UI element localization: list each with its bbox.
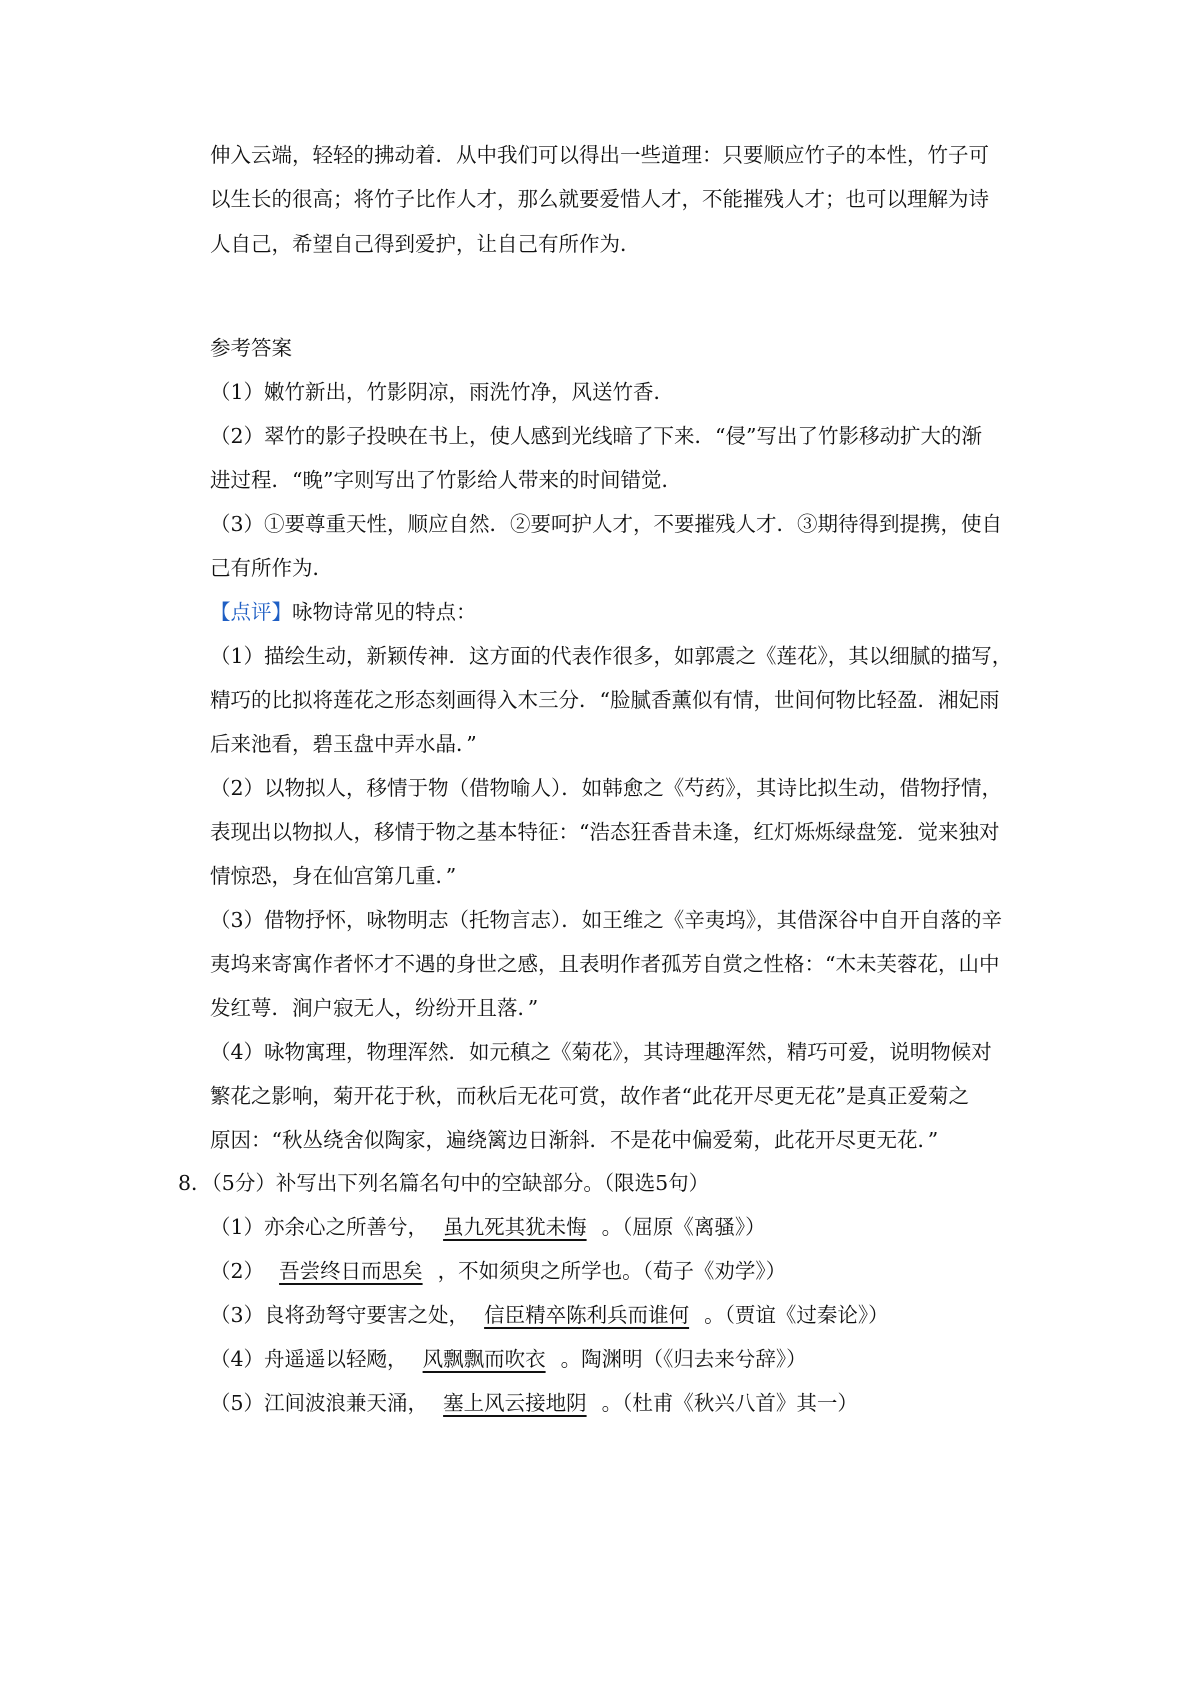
question-line	[178, 1168, 1018, 1198]
item-before: （2）	[210, 1259, 265, 1283]
fill-blank-item	[210, 1212, 1050, 1242]
question-number: 8．	[178, 1171, 212, 1195]
item-before: （4）舟遥遥以轻飏，	[210, 1347, 408, 1371]
blank-answer: 虽九死其犹未悔	[443, 1215, 587, 1239]
answer-blank	[469, 1300, 704, 1330]
answer-blank	[408, 1344, 561, 1374]
intro-line: 以生长的很高；将竹子比作人才，那么就要爱惜人才，不能摧残人才；也可以理解为诗	[210, 187, 989, 211]
feature-line: 原因：“秋丛绕舍似陶家，遍绕篱边日渐斜．不是花中偏爱菊，此花开尽更无花．”	[210, 1128, 939, 1152]
fill-blank-item	[210, 1344, 1050, 1374]
answer-heading: 参考答案	[210, 336, 292, 360]
blank-answer: 风飘飘而吹衣	[422, 1347, 546, 1371]
blank-answer: 信臣精卒陈利兵而谁何	[484, 1303, 690, 1327]
item-after: 。（屈原《离骚》）	[601, 1215, 766, 1239]
fill-blank-item	[210, 1300, 1050, 1330]
item-before: （5）江间波浪兼天涌，	[210, 1391, 429, 1415]
item-before: （3）良将劲弩守要害之处，	[210, 1303, 470, 1327]
feature-line: 繁花之影响，菊开花于秋，而秋后无花可赏，故作者“此花开尽更无花”是真正爱菊之	[210, 1084, 969, 1108]
comment-line	[210, 597, 1050, 627]
intro-line: 伸入云端，轻轻的拂动着．从中我们可以得出一些道理：只要顺应竹子的本性，竹子可	[210, 143, 989, 167]
item-after: 。陶渊明（《归去来兮辞》）	[560, 1347, 807, 1371]
comment-text: 咏物诗常见的特点：	[292, 600, 477, 624]
feature-line: 发红萼．涧户寂无人，纷纷开且落．”	[210, 996, 539, 1020]
answer-line: 己有所作为．	[210, 556, 333, 580]
feature-line: 夷坞来寄寓作者怀才不遇的身世之感，且表明作者孤芳自赏之性格：“木未芙蓉花，山中	[210, 952, 1000, 976]
feature-line: 情惊恐，身在仙宫第几重．”	[210, 864, 457, 888]
item-after: ，不如须臾之所学也。（荀子《劝学》）	[437, 1259, 787, 1283]
item-after: 。（杜甫《秋兴八首》其一）	[601, 1391, 858, 1415]
intro-line: 人自己，希望自己得到爱护，让自己有所作为．	[210, 232, 641, 256]
feature-line: （4）咏物寓理，物理浑然．如元稹之《菊花》，其诗理趣浑然，精巧可爱，说明物候对	[210, 1040, 992, 1064]
fill-blank-item	[210, 1256, 1050, 1286]
feature-line: 后来池看，碧玉盘中弄水晶．”	[210, 732, 477, 756]
answer-line: 进过程．“晚”字则写出了竹影给人带来的时间错觉．	[210, 468, 682, 492]
answer-line: （1）嫩竹新出，竹影阴凉，雨洗竹净，风送竹香．	[210, 380, 675, 404]
answer-line: （3）①要尊重天性，顺应自然．②要呵护人才，不要摧残人才．③期待得到提携，使自	[210, 512, 1003, 536]
question-text: （5分）补写出下列名篇名句中的空缺部分。（限选5句）	[211, 1171, 710, 1195]
feature-line: 精巧的比拟将莲花之形态刻画得入木三分．“脸腻香薰似有情，世间何物比轻盈．湘妃雨	[210, 688, 1000, 712]
fill-blank-item	[210, 1388, 1050, 1418]
feature-line: （3）借物抒怀，咏物明志（托物言志）．如王维之《辛夷坞》，其借深谷中自开自落的辛	[210, 908, 1003, 932]
blank-answer: 塞上风云接地阴	[443, 1391, 587, 1415]
answer-blank	[428, 1212, 602, 1242]
answer-blank	[264, 1256, 438, 1286]
answer-blank	[428, 1388, 602, 1418]
comment-tag: 【点评】	[210, 600, 292, 624]
item-after: 。（贾谊《过秦论》）	[704, 1303, 889, 1327]
answer-line: （2）翠竹的影子投映在书上，使人感到光线暗了下来．“侵”写出了竹影移动扩大的渐	[210, 424, 983, 448]
blank-answer: 吾尝终日而思矣	[279, 1259, 423, 1283]
feature-line: （1）描绘生动，新颖传神．这方面的代表作很多，如郭震之《莲花》，其以细腻的描写，	[210, 644, 1013, 668]
feature-line: （2）以物拟人，移情于物（借物喻人）．如韩愈之《芍药》，其诗比拟生动，借物抒情，	[210, 776, 1003, 800]
item-before: （1）亦余心之所善兮，	[210, 1215, 429, 1239]
feature-line: 表现出以物拟人，移情于物之基本特征：“浩态狂香昔未逢，红灯烁烁绿盘笼．觉来独对	[210, 820, 1000, 844]
